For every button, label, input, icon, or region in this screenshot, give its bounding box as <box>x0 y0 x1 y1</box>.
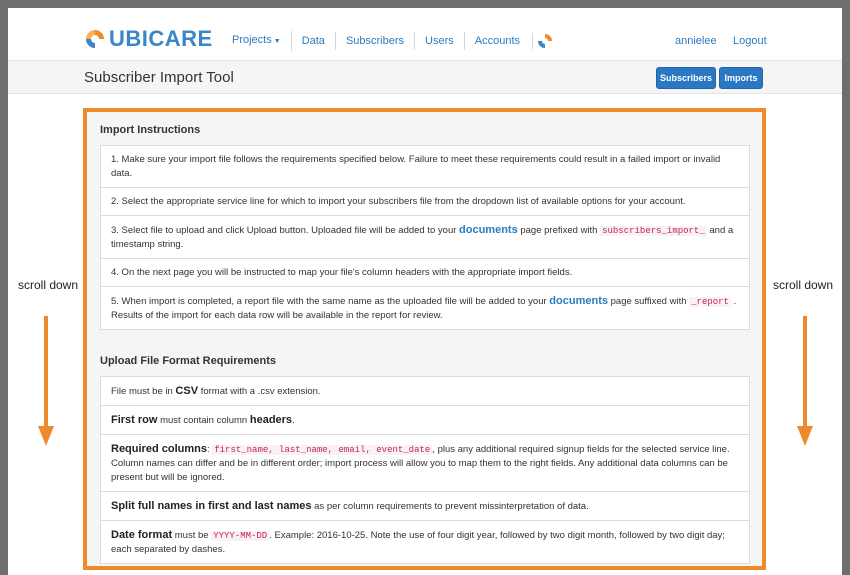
imports-button[interactable]: Imports <box>719 67 763 89</box>
logo-text: UBICARE <box>109 26 213 51</box>
code-date-format: YYYY-MM-DD <box>213 531 268 541</box>
step-text: page suffixed with <box>610 296 687 307</box>
documents-link[interactable]: documents <box>459 224 518 236</box>
list-item <box>101 521 749 563</box>
top-navbar <box>8 8 842 66</box>
req-text: must be <box>174 530 209 541</box>
req-emphasis: CSV <box>175 385 199 397</box>
list-item <box>101 435 749 492</box>
step-text: 3. Select file to upload and click Upload button. Uploaded file will be added to your <box>111 225 457 236</box>
step-text: . Results of the import for each data row will be available in the report for review. <box>111 296 737 321</box>
list-item <box>101 287 749 329</box>
import-instructions-heading: Import Instructions <box>100 124 201 136</box>
ubicare-swirl-icon[interactable] <box>532 33 553 49</box>
req-text: format with a .csv extension. <box>200 386 321 397</box>
list-item <box>101 188 749 216</box>
req-text: . <box>292 415 295 426</box>
nav-accounts[interactable]: Accounts <box>474 35 520 47</box>
ubicare-logo[interactable] <box>84 26 213 52</box>
nav-subscribers[interactable]: Subscribers <box>336 32 415 50</box>
subscribers-button[interactable]: Subscribers <box>656 67 716 89</box>
req-text: : <box>206 444 210 455</box>
page-title: Subscriber Import Tool <box>84 69 234 86</box>
page-header <box>8 60 842 94</box>
req-emphasis: Required columns <box>111 443 207 455</box>
req-text: must contain column <box>160 415 248 426</box>
list-item <box>101 259 749 287</box>
list-item <box>101 406 749 435</box>
list-item <box>101 492 749 521</box>
step-text: 1. Make sure your import file follows the requirements specified below. Failure to meet these requirements could result in a failed import or invalid data. <box>111 154 721 179</box>
req-text: . Example: 2016-10-25. Note the use of four digit year, followed by two digit month, followed by two digit day; each separated by dashes. <box>111 530 725 555</box>
code-columns: first_name, last_name, email, event_date <box>214 445 431 455</box>
browser-page <box>8 8 842 575</box>
code-suffix: _report <box>691 297 729 307</box>
highlighted-instructions-panel <box>83 108 766 570</box>
scroll-down-annotation-left: scroll down <box>18 278 79 292</box>
step-text: 2. Select the appropriate service line for which to import your subscribers file from the dropdown list of available options for your account. <box>111 196 686 207</box>
code-prefix: subscribers_import_ <box>602 226 705 236</box>
documents-link[interactable]: documents <box>549 295 608 307</box>
step-text: and a timestamp string. <box>111 225 734 250</box>
caret-down-icon: ▼ <box>273 38 281 45</box>
req-emphasis: headers <box>249 414 293 426</box>
main-nav <box>222 31 553 51</box>
user-menu[interactable]: annielee <box>675 35 717 47</box>
req-text: , plus any additional required signup fields for the selected service line. Column names can differ and be in different order; import process will allow you to map them to the right fields. Any additional data columns can be present but will be ignored. <box>111 444 730 483</box>
nav-data[interactable]: Data <box>292 32 336 50</box>
scroll-down-annotation-right: scroll down <box>773 278 834 292</box>
step-text: 5. When import is completed, a report file with the same name as the uploaded file will be added to your <box>111 296 547 307</box>
step-text: page prefixed with <box>520 225 598 236</box>
nav-users[interactable]: Users <box>415 32 465 50</box>
req-text: File must be in <box>111 386 173 397</box>
req-text: as per column requirements to prevent missinterpretation of data. <box>314 501 589 512</box>
req-emphasis: Date format <box>111 529 173 541</box>
list-item <box>101 377 749 406</box>
nav-projects[interactable] <box>222 31 292 51</box>
req-emphasis: Split full names in first and last names <box>111 500 312 512</box>
nav-projects-label: Projects <box>232 34 272 46</box>
arrow-down-icon <box>797 316 813 446</box>
arrow-down-icon <box>38 316 54 446</box>
list-item <box>101 146 749 188</box>
step-text: 4. On the next page you will be instructed to map your file's column headers with the appropriate import fields. <box>111 267 573 278</box>
logout-link[interactable]: Logout <box>733 35 767 47</box>
req-emphasis: First row <box>111 414 158 426</box>
requirements-list <box>100 376 750 564</box>
instructions-list <box>100 145 750 330</box>
list-item <box>101 216 749 259</box>
ubicare-logo-icon <box>84 28 106 50</box>
upload-requirements-heading: Upload File Format Requirements <box>100 355 277 367</box>
